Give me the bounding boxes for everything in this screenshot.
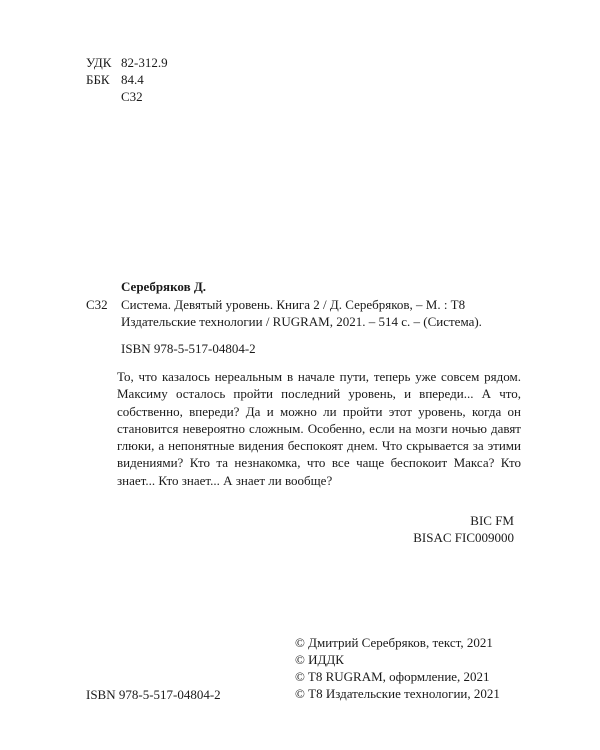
bbk-label: ББК: [86, 72, 110, 87]
copyright-line: © ИДДК: [295, 652, 344, 667]
copyright-block: [295, 634, 500, 702]
annotation-text: То, что казалось нереальным в начале пути, теперь уже совсем рядом. Максиму осталось пройти последний уровень, и впереди... А что, собственно, впереди? Да и можно ли пройти этот уровень, когда он становится невероятно сложным. Особенно, если на мозги ночью давят глюки, а непонятные видения беспокоят днем. Что скрывается за этими видениями? Кто та незнакомка, что все чаще беспокоит Макса? Кто знает... Кто знает... А знает ли вообще?: [117, 369, 521, 488]
bisac-code: BISAC FIC009000: [413, 530, 514, 545]
bibliographic-line-1: Система. Девятый уровень. Книга 2 / Д. Серебряков, – М. : Т8: [121, 297, 466, 312]
bbk-value: 84.4: [121, 72, 144, 87]
author-mark: С32: [121, 89, 143, 104]
catalog-code: С32: [86, 297, 108, 312]
catalog-isbn: ISBN 978-5-517-04804-2: [121, 341, 256, 356]
copyright-line: © T8 RUGRAM, оформление, 2021: [295, 669, 490, 684]
subject-codes: [413, 512, 514, 546]
copyright-line: © Т8 Издательские технологии, 2021: [295, 686, 500, 701]
copyright-line: © Дмитрий Серебряков, текст, 2021: [295, 635, 493, 650]
bic-code: BIC FM: [470, 513, 514, 528]
bibliographic-line-2: Издательские технологии / RUGRAM, 2021. – 514 с. – (Система).: [121, 314, 482, 329]
udk-value: 82-312.9: [121, 55, 168, 70]
author-name: Серебряков Д.: [121, 279, 207, 294]
udk-label: УДК: [86, 55, 112, 70]
annotation: [117, 368, 521, 489]
isbn-bottom: ISBN 978-5-517-04804-2: [86, 687, 221, 702]
